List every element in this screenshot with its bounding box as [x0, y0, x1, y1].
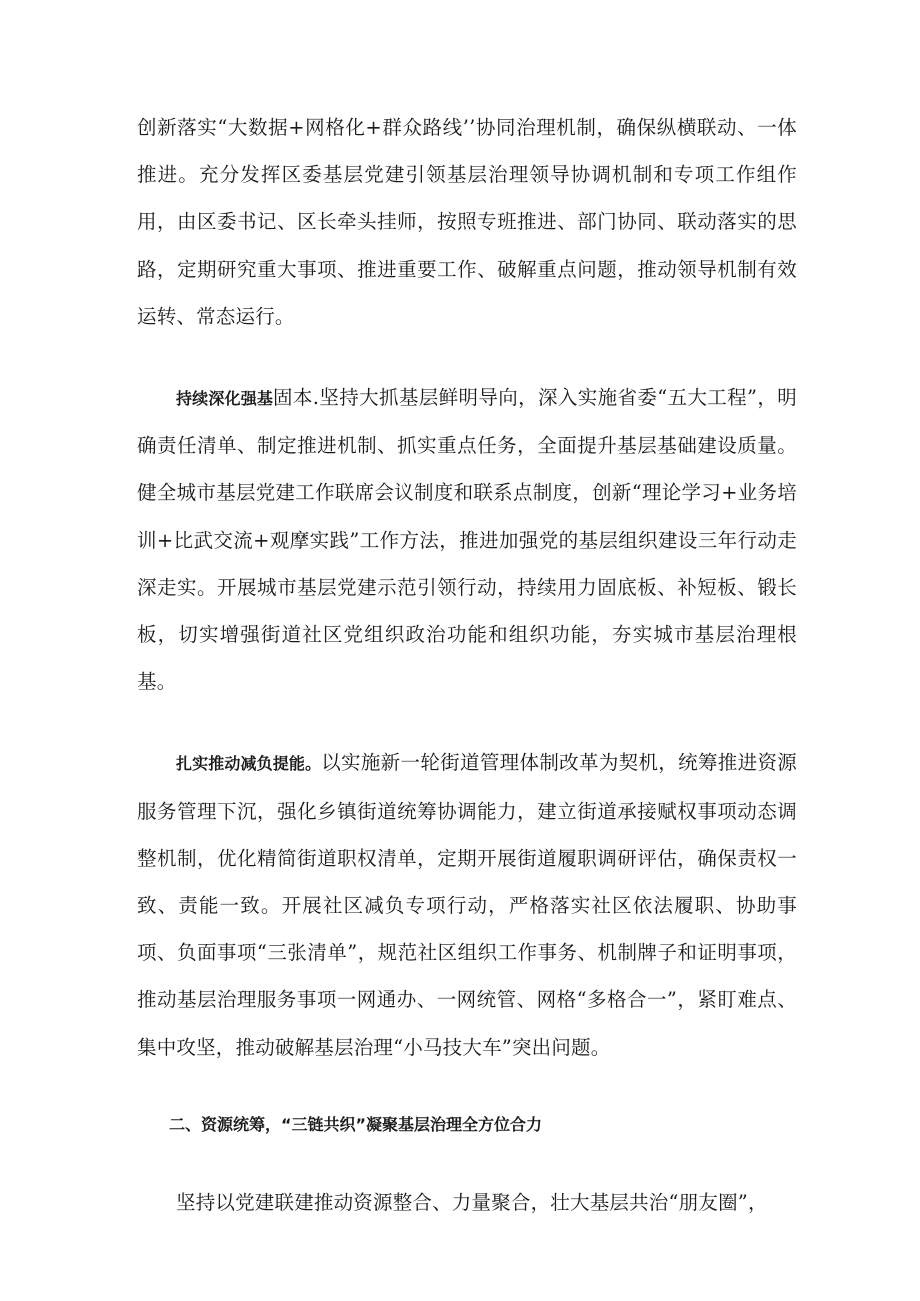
paragraph-body-reduce-burden: 以实施新一轮街道管理体制改革为契机，统筹推进资源服务管理下沉，强化乡镇街道统筹协调能力，建立街道承接赋权事项动态调整机制，优化精简街道职权清单，定期开展街道履职调研评估，确保责权一致、责能一致。开展社区减负专项行动，严格落实社区依法履职、协助事项、负面事项“三张清单”，规范社区组织工作事务、机制牌子和证明事项，推动基层治理服务事项一网通办、一网统管、网格“多格合一”，紧盯难点、集中攻坚，推动破解基层治理“小马技大车”突出问题。: [137, 751, 797, 1059]
paragraph-gap: [137, 1145, 797, 1179]
paragraph-lead-reduce-burden: 扎实推动减负提能。: [176, 754, 322, 774]
paragraph-reduce-burden: [137, 739, 797, 1070]
paragraph-gap: [137, 340, 797, 374]
paragraph-gap: [137, 1071, 797, 1105]
document-page: [137, 104, 797, 1226]
paragraph-lead-strengthen-base: 持续深化强基: [176, 389, 274, 409]
paragraph-body-strengthen-base: 固本.坚持大抓基层鲜明导向，深入实施省委“五大工程”，明确责任清单、制定推进机制、抓实重点任务，全面提升基层基础建设质量。健全城市基层党建工作联席会议制度和联系点制度，创新“理论学习+业务培训+比武交流+观摩实践”工作方法，推进加强党的基层组织建设三年行动走深走实。开展城市基层党建示范引领行动，持续用力固底板、补短板、锻长板，切实增强街道社区党组织政治功能和组织功能，夯实城市基层治理根基。: [137, 386, 797, 694]
paragraph-strengthen-base: [137, 374, 797, 705]
paragraph-party-building-alliance: 坚持以党建联建推动资源整合、力量聚合，壮大基层共治“朋友圈”，: [176, 1190, 768, 1214]
paragraph-gap: [137, 705, 797, 739]
section-heading-resource-coordination: 二、资源统筹，“三链共织”凝聚基层治理全方位合力: [169, 1114, 543, 1134]
paragraph-mechanism: 创新落实“大数据+网格化+群众路线’’协同治理机制，确保纵横联动、一体推进。充分发挥区委基层党建引领基层治理领导协调机制和专项工作组作用，由区委书记、区长牵头挂师，按照专班推进、部门协同、联动落实的思路，定期研究重大事项、推进重要工作、破解重点问题，推动领导机制有效运转、常态运行。: [137, 116, 797, 328]
